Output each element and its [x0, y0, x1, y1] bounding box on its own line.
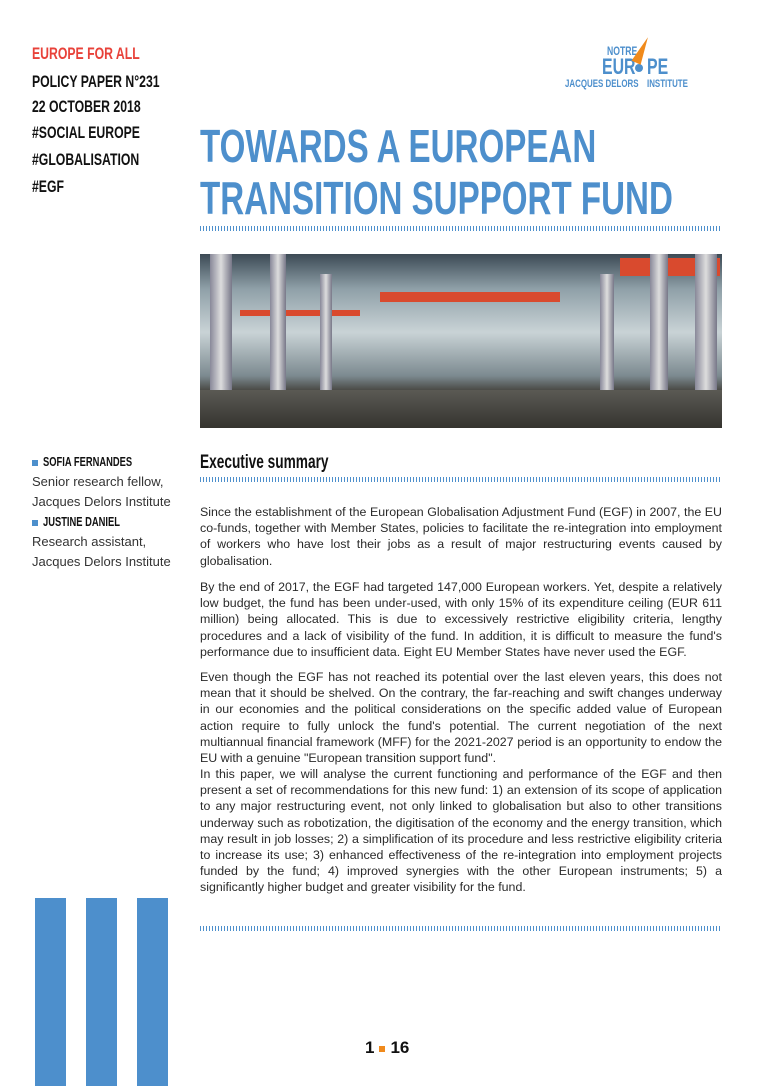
decorative-bar [137, 898, 168, 1086]
paragraph: In this paper, we will analyse the current functioning and performance of the EGF and then present a set of recommendations for this new fund: 1) an extension of its scope of application to any major restructuring event, not only linked to globalisation but also to other transitions underway such as robotization, the digitisation of the economy and the energy transition, which may result in job losses; 2) a simplification of its procedure and less restrictive eligibility criteria to increase its use; 3) enhanced effectiveness of the re-integration into employment projects funded by the fund; 4) improved synergies with the other European instruments; 5) a significantly higher budget and greater visibility for the fund. [200, 767, 722, 895]
decorative-bar [86, 898, 117, 1086]
tag: #SOCIAL EUROPE [32, 123, 140, 142]
decorative-bar [35, 898, 66, 1086]
page-number: 1 16 [365, 1038, 410, 1057]
publication-date: 22 OCTOBER 2018 [32, 97, 141, 116]
paragraph: By the end of 2017, the EGF had targeted 147,000 European workers. Yet, despite a relatively low budget, the fund has been under-used, with only 15% of its expenditure ceiling (EUR 611 million) being allocated. This is due to excessively restrictive eligibility criteria, lengthy procedures and a lack of visibility of the fund. In addition, it is difficult to measure the fund's performance due to insufficient data. Eight EU Member States have never used the EGF. [200, 580, 722, 659]
bullet-square-icon [32, 460, 38, 466]
tag: #EGF [32, 177, 64, 196]
notre-europe-logo: NOTRE EUR PE JACQUES DELORS INSTITUTE [565, 36, 725, 100]
section-heading: Executive summary [200, 452, 329, 473]
bullet-square-icon [32, 520, 38, 526]
page-title: TOWARDS A EUROPEAN TRANSITION SUPPORT FUND [200, 120, 673, 224]
author-1: SOFIA FERNANDES Senior research fellow, Jacques Delors Institute [32, 454, 171, 509]
divider [200, 926, 722, 931]
divider [200, 226, 722, 231]
factory-photo [200, 254, 722, 428]
divider [200, 477, 722, 482]
paper-number: POLICY PAPER N°231 [32, 72, 160, 91]
tag: #GLOBALISATION [32, 150, 140, 169]
author-2: JUSTINE DANIEL Research assistant, Jacques Delors Institute [32, 514, 171, 569]
paragraph: Since the establishment of the European Globalisation Adjustment Fund (EGF) in 2007, the EU co-funds, together with Member States, policies to facilitate the re-integration into employment of workers who have lost their jobs as a result of major restructuring events caused by globalisation. [200, 505, 722, 568]
paragraph: Even though the EGF has not reached its potential over the last eleven years, this does not mean that it should be shelved. On the contrary, the far-reaching and swift changes underway in our economies and the political considerations on the specific added value of European action require to fully unlock the fund's potential. The current negotiation of the next multiannual financial framework (MFF) for the 2021-2027 period is an opportunity to endow the EU with a genuine "European transition support fund". [200, 670, 722, 766]
series-label: EUROPE FOR ALL [32, 44, 140, 63]
